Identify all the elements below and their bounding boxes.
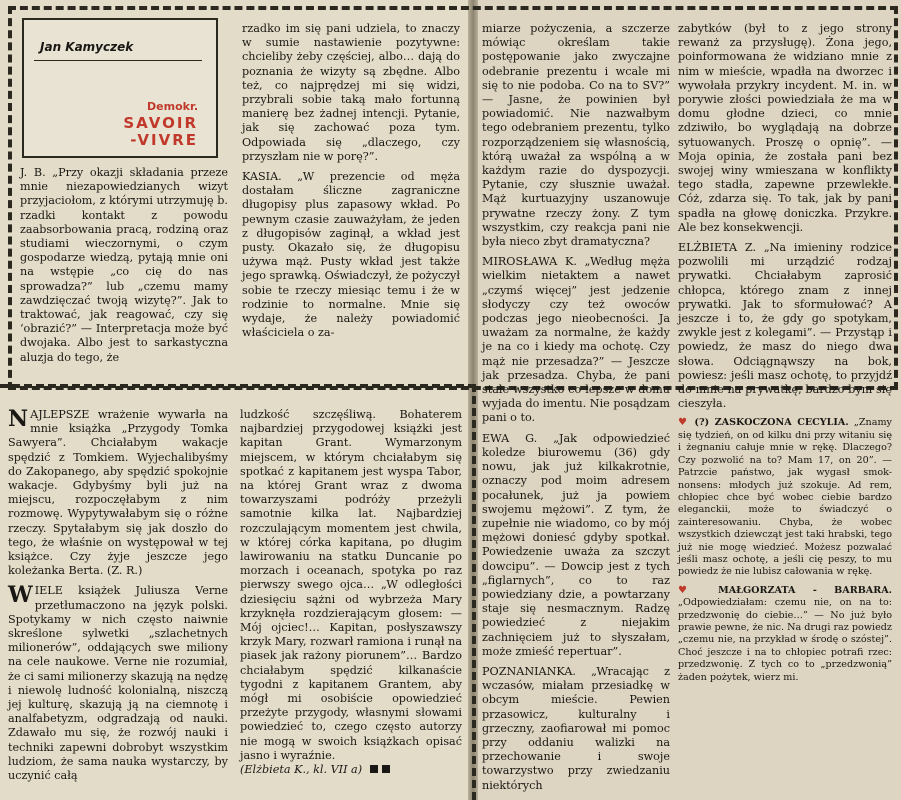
- column-title: [123, 115, 198, 149]
- letter-cecylia-heading: (?) ZASKOCZONA CECYLIA.: [694, 417, 849, 429]
- letter-elzbieta: ELŻBIETA Z. „Na imieniny rodzice pozwolili mi urządzić rodzaj prywatki. Chciałabym zaprosić chłopca, którego znam z innej prywatki. Jak to sformułować? A jeszcze i to, że gdy go spotykam, zwykle jest z kolegami”. — Przystąp i powiedz, że masz do niego dwa słowa. Odciągnąwszy na bok, powiesz: jeśli masz ochotę, to przyjdź do mnie na prywatkę, bardzo bym się cieszyła.: [678, 241, 892, 411]
- heart-icon: ♥: [678, 417, 690, 429]
- column-1: [20, 166, 228, 365]
- column-6: [240, 408, 462, 777]
- letter-kasia: KASIA. „W prezencie od męża dostałam śliczne zagraniczne długopisy plus zapasowy wkład. Po pewnym czasie zauważyłam, że jeden z długopisów zaginął, a wkład jest pusty. Okazało się, że długopisu używa mąż. Pusty wkład jest także jego sprawką. Oświadczył, że pożyczył sobie te rzeczy miesiąc temu i że w rodzinie to normalne. Mnie się wydaje, że należy powiadomić właściciela o za-: [242, 170, 461, 340]
- essay-verne-body: IELE książek Juliusza Verne przetłumaczono na język polski. Spotykamy w nich często naiwnie skreślone sylwetki „szlachetnych milionerów”, oddających swe miliony na cele naukowe. Verne nie rozumiał, że ci sami milionerzy skazują na nędzę i niewolę ludność kolonialną, niszczą jej kulturę, skazują ją na ciemnotę i analfabetyzm, odgradzają od nauki. Zdawało mu się, że rozwój nauki i techniki zapewni dobrobyt wszystkim ludziom, że sama nauka wystarczy, by uczynić całą: [8, 584, 228, 783]
- letter-cecylia: [678, 417, 892, 578]
- essay-tomek: [8, 408, 228, 578]
- essay-grant: ludzkość szczęśliwą. Bohaterem najbardziej przygodowej książki jest kapitan Grant. Wymarzonym miejscem, w którym chciałabym się spotkać z kapitanem jest wyspa Tabor, na której Grant wraz z dwoma towarzyszami podróży przeżyli samotnie kilka lat. Najbardziej rozczulającym momentem jest chwila, w której córka kapitana, po długim lawirowaniu na statku Duncanie po morzach i oceanach, spotyka po raz pierwszy swego ojca… „W odległości dziesięciu sążni od wybrzeża Mary krzyknęła rozdzierającym głosem: — Mój ojciec!… Kapitan, posłyszawszy krzyk Mary, rozwarł ramiona i runął na piasek jak rażony piorunem”… Bardzo chciałabym spędzić kilkanaście tygodni z kapitanem Grantem, aby mógł mi osobiście opowiedzieć przeżyte przygody, własnymi słowami powiedzieć to, czego często autorzy nie mogą w swoich książkach opisać jasno i wyraźnie.: [240, 408, 462, 762]
- column-title-line1: SAVOIR: [123, 114, 198, 132]
- letter-poznanianka: POZNANIANKA. „Wracając z wczasów, miałam przesiadkę w obcym mieście. Pewien przasowicz, kulturalny i grzeczny, zaofiarował mi pomoc przy oddaniu walizki na przechowanie i swoje towarzystwo przy zwiedzaniu niektórych: [482, 664, 670, 792]
- letter-ewa: EWA G. „Jak odpowiedzieć koledze biurowemu (36) gdy nowu, jak już kilkakrotnie, oznaczy pod moim adresem pocałunek, już ja powiem swojemu mężowi”. Z tym, że zupełnie nie wiadomo, co by mój mężowi doniesć gdyby spotkał. Powiedzenie uważa za szczyt dowcipu”. — Dowcip jest z tych „figlarnych”, co to raz powiedziany dzie, a powtarzany staje się nesmacznym. Radzę powiedzieć z niejakim zachnięciem już to słyszałam, może zmieść repertuar”.: [482, 431, 670, 658]
- answer-poznanianka-continued: zabytków (był to z jego strony rewanż za przysługę). Żona jego, poinformowana że widziano mnie z nim w mieście, wpadła na dworzec i wywołała przykry incydent. M. in. w porywie złości powiedziała że ma w domu głodne dzieci, co mnie zdziwiło, bo wyglądają na dobrze sytuowanych. Proszę o opnię”. — Moja opinia, że została pani bez swojej winy wmieszana w konflikty tego stadła, zapewne przewlekłe. Cóż, zdarza się. To tak, jak by pani spadła na głowę doniczka. Przykre. Ale bez konsekwencji.: [678, 22, 892, 234]
- drop-cap: W: [8, 582, 33, 609]
- essay-signature-line: [240, 763, 462, 777]
- end-mark-icon: [382, 765, 390, 773]
- essay-tomek-body: AJLEPSZE wrażenie wywarła na mnie książka „Przygody Tomka Sawyera”. Chciałabym wakacje spędzić z Tomkiem. Wyjechalibyśmy do Zakopanego, aby spędzić spokojnie wakacje. Gdybyśmy byli już na miejscu, rozpoczęłabym z nim rozmowę. Wypytywałabym się o różne rzeczy. Spytałabym się jak doszło do tego, że właśnie on występował w tej książce. Czy żyje jeszcze jego koleżanka Berta. (Z. R.): [8, 408, 228, 578]
- essay-signature: (Elżbieta K., kl. VII a): [240, 763, 363, 777]
- column-4: [678, 22, 892, 684]
- heart-icon: ♥: [678, 584, 701, 596]
- letter-cecylia-body: „Znamy się tydzień, on od kilku dni przy witaniu się i żegnaniu całuje mnie w rękę. Dlaczego? Czy pozwolić na to? Mam 17, on 20”. — Patrzcie państwo, jak wygasł smok-nonsens: młodych już szokuje. Ad rem, chłopiec chce być wobec ciebie bardzo eleganckii, może to świadczyć o zainteresowaniu. Chyba, że wobec wszystkich dziewcząt jest taki hrabski, tego już nie mogę wiedzieć. Możesz pozwalać jeśli masz ochotę, a jeśli cię peszy, to mu powiedz że nie lubisz całowania w rękę.: [678, 417, 892, 578]
- column-3: [482, 22, 670, 793]
- letter-malgorzata-body: „Odpowiedziałam: czemu nie, on na to: przedzwonię do ciebie…” — No już było prawie pewne, że nic. Na drugi raz powiedz „czemu nie, na przykład w środę o szóstej”. Choć jeszcze i na to chłopiec potrafi rzec: przedzwonię. Z tych co to „przedzwonią” żaden pożytek, wierz mi.: [678, 597, 892, 683]
- column-5: [8, 408, 228, 783]
- column-label: Demokr.: [147, 100, 198, 113]
- letter-jb: J. B. „Przy okazji składania przeze mnie niezapowiedzianych wizyt przyjaciołom, z którymi utrzymuję b. rzadki kontakt z powodu zaabsorbowania pracą, rodziną oraz studiami wieczornymi, o czym gospodarze wiedzą, pytają mnie oni na wstępie „co cię do nas sprowadza?” lub „czemu mamy zawdzięczać twoją wizytę?”. Jak to traktować, jak reagować, czy się ‘obrazić?” — Interpretacja może być dwojaka. Albo jest to sarkastyczna aluzja do tego, że: [20, 166, 228, 364]
- column-2: [242, 22, 460, 340]
- letter-miroslawa: MIROSŁAWA K. „Według męża wielkim nietaktem a nawet „czymś więcej” jest jedzenie słodyczy czy też owoców podczas jego nieobecności. Ja uważam za normalne, że każdy je na co i kiedy ma ochotę. Czy mąż nie przesadza?” — Jeszcze jak przesadza. Chyba, że pani stale wszystko co lepsze w domu wyjada do imentu. Nie posądzam pani o to.: [482, 255, 670, 425]
- author-name: Jan Kamyczek: [40, 40, 134, 54]
- answer-kasia-continued: miarze pożyczenia, a szczerze mówiąc określam takie postępowanie jako zwyczajne odebranie prezentu i wcale mi się to nie podoba. Co na to SV?” — Jasne, że powinien był powiadomić. Nie nazwałbym tego odebraniem prezentu, tylko rozporządzeniem się własnością, którą uważał za wspólną a w każdym razie do dyspozycji. Pytanie, czy słusznie uważał. Mąż kurtuazyjny uszanowuje prywatne rzeczy żony. Z tym wszystkim, czy reakcja pani nie była nieco zbyt dramatyczna?: [482, 22, 670, 249]
- essay-verne: [8, 584, 228, 783]
- drop-cap: N: [8, 406, 29, 432]
- letter-malgorzata-heading: MAŁGORZATA - BARBARA.: [718, 584, 892, 596]
- letter-malgorzata: [678, 585, 892, 684]
- column-title-line2: -VIVRE: [130, 131, 198, 149]
- column-header-box: [22, 18, 218, 158]
- answer-jb-continued: rzadko im się pani udziela, to znaczy w sumie nastawienie pozytywne: chcieliby żeby częściej, albo… dają do poznania że wizyty są zbędne. Albo też, co najprędzej mi się widzi, przybrali sobie taką mało fortunną manierę bez żadnej intencji. Pytanie, jak się zachować poza tym. Odpowiada się „dlaczego, czy przyszłam nie w porę?”.: [242, 22, 460, 163]
- header-rule: [34, 60, 202, 61]
- end-mark-icon: [370, 765, 378, 773]
